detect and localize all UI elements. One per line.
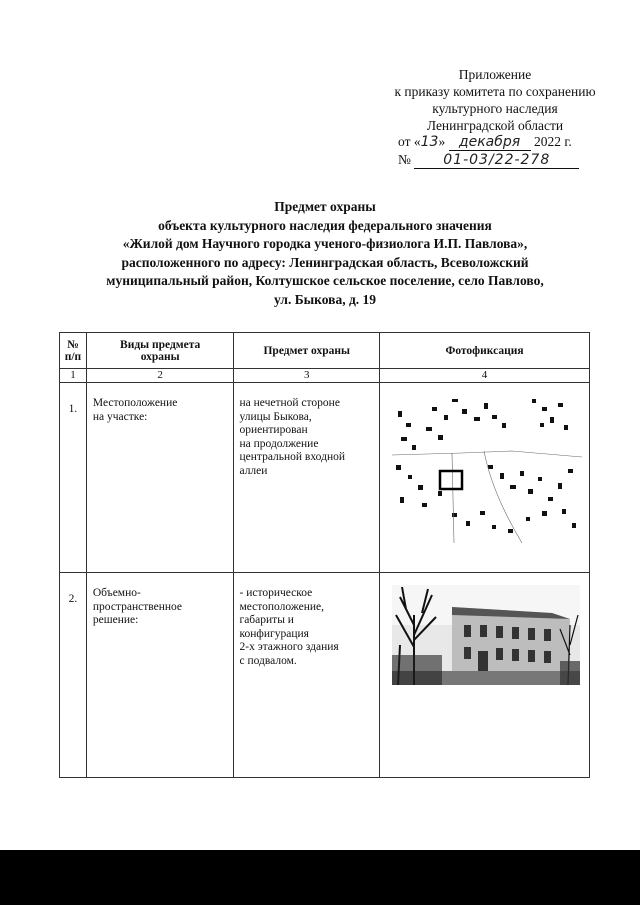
row-photo	[380, 573, 590, 778]
column-number-row	[60, 369, 590, 383]
header-subject: Предмет охраны	[234, 333, 380, 369]
table-row	[60, 573, 590, 778]
date-year: 2022 г.	[533, 134, 572, 149]
order-number	[398, 152, 598, 169]
col-number: 4	[380, 369, 590, 383]
row-subject-line: с подвалом.	[239, 654, 297, 667]
row-photo	[380, 383, 590, 573]
title-line-3: «Жилой дом Научного городка ученого-физиолога И.П. Павлова»,	[122, 236, 528, 251]
table-header-row	[60, 333, 590, 369]
title-line-2: объекта культурного наследия федерального значения	[158, 217, 492, 233]
appendix-committee-line: культурного наследия	[432, 101, 558, 116]
row-subject	[234, 573, 380, 778]
row-subject-line: конфигурация	[239, 627, 309, 640]
title-line-6: ул. Быкова, д. 19	[273, 291, 377, 307]
row-subject-line: аллеи	[239, 464, 268, 477]
col-number: 2	[86, 369, 234, 383]
header-num	[60, 333, 87, 369]
row-type-line: Местоположение	[92, 397, 178, 409]
row-subject-line: - историческое	[239, 587, 313, 599]
document-title	[60, 198, 590, 309]
row-type-line: на участке:	[92, 410, 148, 423]
row-number: 2.	[60, 573, 87, 778]
title-line-5: муниципальный район, Колтушское сельское поселение, село Павлово,	[106, 273, 544, 288]
number-prefix: №	[398, 152, 411, 167]
col-number: 1	[60, 369, 87, 383]
appendix-order-line: к приказу комитета по сохранению	[394, 84, 596, 99]
row-subject-line: местоположение,	[239, 600, 325, 613]
header-num-line2: п/п	[64, 350, 82, 363]
row-subject-line: на продолжение	[239, 437, 319, 450]
header-photo: Фотофиксация	[380, 333, 590, 369]
title-line-1: Предмет охраны	[274, 199, 376, 214]
header-type-line1: Виды предмета	[120, 338, 201, 351]
row-type-line: пространственное	[92, 600, 182, 613]
row-subject-line: габариты и	[239, 614, 294, 626]
appendix-label: Приложение	[458, 67, 532, 82]
order-date	[398, 134, 598, 151]
protection-subject-table	[59, 332, 590, 778]
row-subject-line: на нечетной стороне	[239, 397, 340, 409]
row-subject-line: ориентирован	[239, 424, 308, 436]
date-month: декабря	[449, 134, 531, 151]
row-type	[86, 573, 234, 778]
row-number: 1.	[60, 383, 87, 573]
row-subject-line: улицы Быкова,	[239, 410, 312, 423]
header-type-line2: охраны	[140, 350, 180, 363]
date-day: 13	[420, 134, 439, 150]
row-subject-line: 2-х этажного здания	[239, 641, 339, 653]
scan-bottom-band	[0, 850, 640, 905]
date-prefix: от «	[398, 134, 421, 149]
row-subject-line: центральной входной	[239, 451, 346, 463]
title-line-4: расположенного по адресу: Ленинградская область, Всеволожский	[121, 254, 529, 270]
row-type-line: Объемно-	[92, 587, 141, 599]
row-type	[86, 383, 234, 573]
site-plan-map-icon	[392, 393, 582, 543]
appendix-header	[380, 66, 610, 134]
building-photo-icon	[392, 585, 580, 685]
table-row	[60, 383, 590, 573]
row-subject	[234, 383, 380, 573]
number-value: 01-03/22-278	[414, 152, 579, 169]
col-number: 3	[234, 369, 380, 383]
date-mid: »	[438, 134, 449, 149]
row-type-line: решение:	[92, 614, 139, 626]
header-num-line1: №	[67, 338, 79, 351]
header-type	[86, 333, 234, 369]
appendix-region-line: Ленинградской области	[426, 118, 564, 133]
